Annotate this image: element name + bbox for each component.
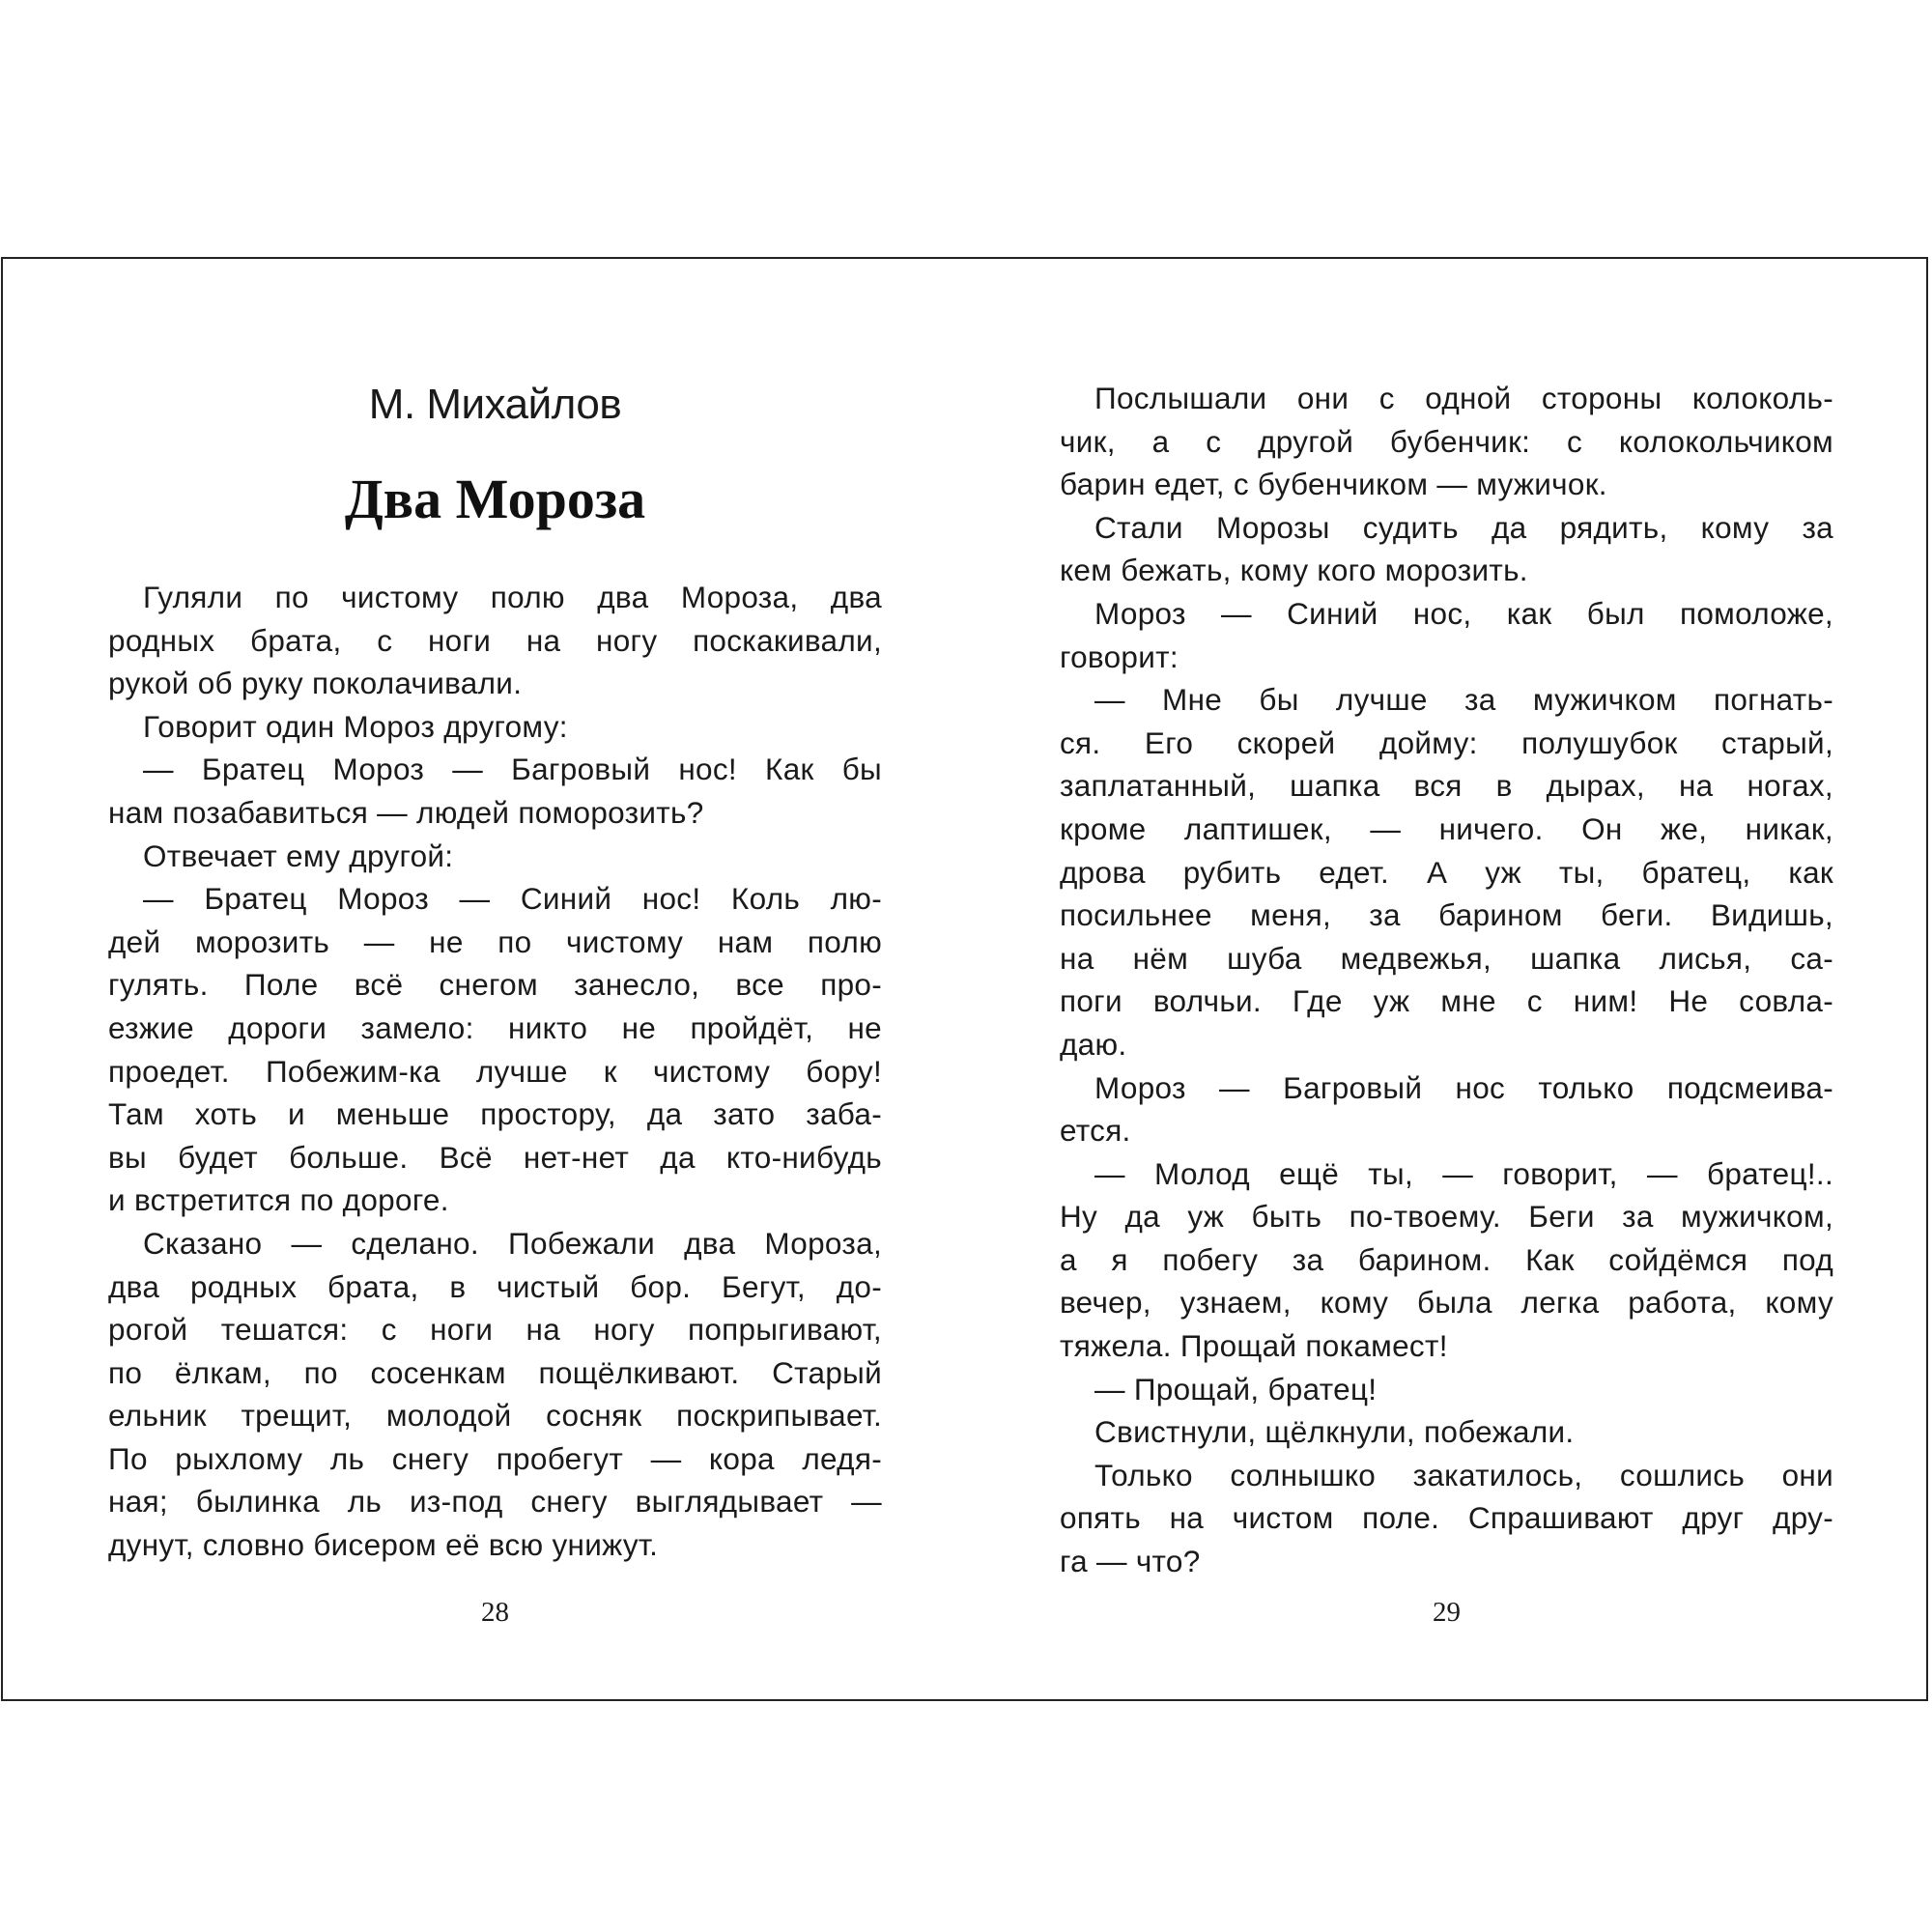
- text-line: а я побегу за барином. Как сойдёмся под: [1060, 1241, 1833, 1277]
- text-line: дрова рубить едет. А уж ты, братец, как: [1060, 854, 1833, 890]
- author-name: М. Михайлов: [368, 381, 622, 428]
- text-line: Свистнули, щёлкнули, побежали.: [1094, 1414, 1575, 1450]
- text-line: два родных брата, в чистый бор. Бегут, до-: [108, 1268, 882, 1304]
- text-line: — Молод ещё ты, — говорит, — братец!..: [1094, 1155, 1833, 1191]
- text-line: га — что?: [1060, 1544, 1201, 1579]
- text-line: Мороз — Синий нос, как был помоложе,: [1094, 595, 1833, 631]
- text-line: По рыхлому ль снегу пробегут — кора ледя-: [108, 1440, 882, 1476]
- text-line: Говорит один Мороз другому:: [143, 708, 568, 744]
- text-line: Отвечает ему другой:: [143, 838, 454, 873]
- text-line: ся. Его скорей дойму: полушубок старый,: [1060, 724, 1833, 760]
- text-line: Стали Морозы судить да рядить, кому за: [1094, 509, 1833, 545]
- text-line: рогой тешатся: с ноги на ногу попрыгивают,: [108, 1312, 882, 1348]
- text-line: проедет. Побежим-ка лучше к чистому бору!: [108, 1053, 882, 1089]
- text-line: Гуляли по чистому полю два Мороза, два: [143, 580, 882, 614]
- text-line: Сказано — сделано. Побежали два Мороза,: [143, 1225, 882, 1261]
- story-title: Два Мороза: [344, 468, 646, 530]
- text-line: Ну да уж быть по-твоему. Беги за мужичком,: [1060, 1199, 1833, 1235]
- text-line: — Мне бы лучше за мужичком погнать-: [1094, 682, 1833, 718]
- text-line: по ёлкам, по сосенкам пощёлкивают. Старый: [108, 1354, 882, 1390]
- text-line: барин едет, с бубенчиком — мужичок.: [1060, 467, 1607, 502]
- text-line: Там хоть и меньше простору, да зато заба-: [108, 1096, 882, 1132]
- text-line: Мороз — Багровый нос только подсмеива-: [1094, 1069, 1833, 1105]
- text-line: заплатанный, шапка вся в дырах, на ногах,: [1060, 768, 1833, 804]
- book-spread: [1, 257, 1928, 1701]
- text-line: — Прощай, братец!: [1094, 1371, 1378, 1406]
- text-line: кем бежать, кому кого морозить.: [1060, 553, 1528, 588]
- text-line: посильнее меня, за барином беги. Видишь,: [1060, 897, 1833, 933]
- text-line: дунут, словно бисером её всю унижут.: [108, 1527, 659, 1563]
- text-line: чик, а с другой бубенчик: с колокольчиком: [1060, 423, 1833, 459]
- page-number-left: 28: [481, 1597, 509, 1628]
- text-line: Только солнышко закатилось, сошлись они: [1094, 1457, 1833, 1492]
- text-line: ется.: [1060, 1113, 1131, 1149]
- text-line: поги волчьи. Где уж мне с ним! Не совла-: [1060, 983, 1833, 1019]
- text-line: езжие дороги замело: никто не пройдёт, не: [108, 1009, 882, 1045]
- text-line: ная; былинка ль из-под снегу выглядывает —: [108, 1484, 882, 1520]
- text-line: нам позабавиться — людей поморозить?: [108, 794, 704, 830]
- text-line: вы будет больше. Всё нет-нет да кто-нибудь: [108, 1139, 882, 1175]
- text-line: Послышали они с одной стороны колоколь-: [1094, 381, 1833, 415]
- text-line: и встретится по дороге.: [108, 1182, 449, 1218]
- left-page-body: [108, 576, 882, 1567]
- right-page-body: [1060, 377, 1833, 1583]
- text-line: даю.: [1060, 1026, 1127, 1062]
- text-line: — Братец Мороз — Синий нос! Коль лю-: [143, 881, 882, 917]
- text-line: — Братец Мороз — Багровый нос! Как бы: [143, 752, 882, 787]
- left-page: [108, 259, 882, 1699]
- text-line: опять на чистом поле. Спрашивают друг дру-: [1060, 1500, 1833, 1536]
- right-page: [1060, 259, 1833, 1699]
- text-line: дей морозить — не по чистому нам полю: [108, 923, 882, 959]
- text-line: говорит:: [1060, 639, 1179, 674]
- text-line: гулять. Поле всё снегом занесло, все про-: [108, 967, 882, 1003]
- text-line: вечер, узнаем, кому была легка работа, кому: [1060, 1285, 1833, 1321]
- text-line: родных брата, с ноги на ногу поскакивали,: [108, 622, 882, 658]
- text-line: кроме лаптишек, — ничего. Он же, никак,: [1060, 810, 1833, 846]
- page-number-right: 29: [1433, 1597, 1461, 1628]
- text-line: ельник трещит, молодой сосняк поскрипывает.: [108, 1398, 882, 1434]
- text-line: рукой об руку поколачивали.: [108, 666, 523, 701]
- text-line: на нём шуба медвежья, шапка лисья, са-: [1060, 940, 1833, 976]
- text-line: тяжела. Прощай покамест!: [1060, 1328, 1448, 1364]
